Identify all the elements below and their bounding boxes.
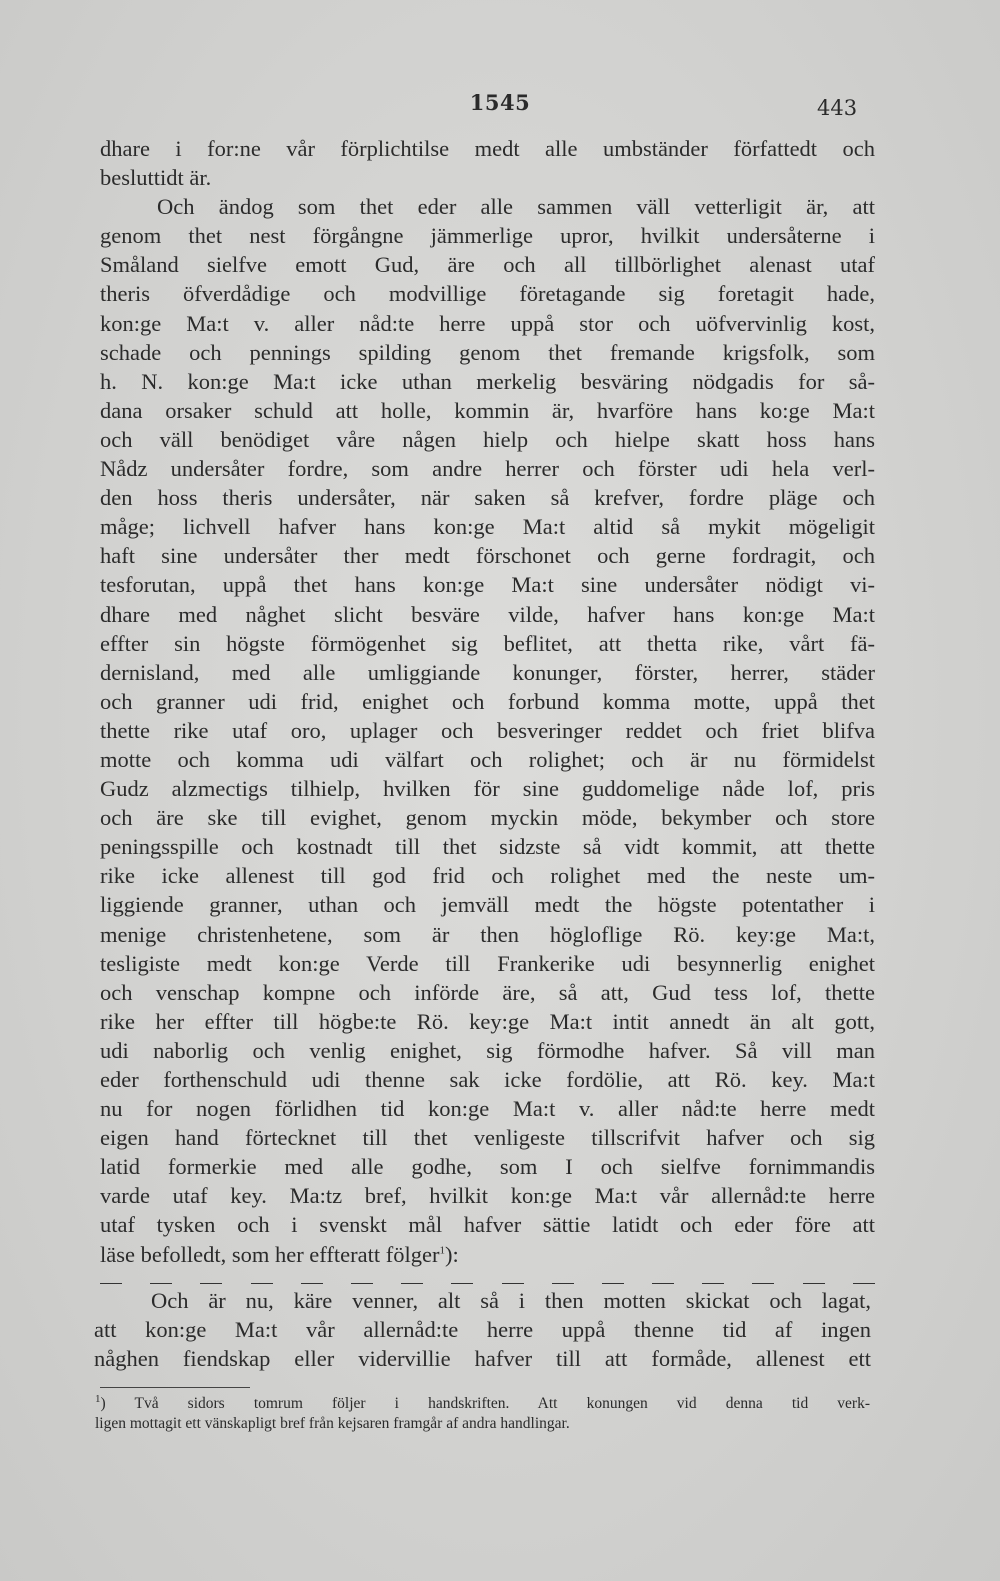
omission-dash (351, 1283, 373, 1284)
text-line: varde utaf key. Ma:tz bref, hvilkit kon:ge Ma:t vår allernåd:te herre (100, 1183, 875, 1209)
text-line: kon:ge Ma:t v. aller nåd:te herre uppå stor och uöfvervinlig kost, (100, 310, 875, 336)
text-line: effter sin högste förmögenhet sig beflitet, att thetta rike, vårt fä- (100, 630, 875, 656)
text-line: udi naborlig och venlig enighet, sig förmodhe hafver. Så vill man (100, 1037, 875, 1063)
omission-dash (502, 1283, 524, 1284)
text-line: rike her effter till högbe:te Rö. key:ge Ma:t intit annedt än alt gott, (100, 1008, 875, 1034)
text-line: Småland sielfve emott Gud, äre och all tillbörlighet alenast utaf (100, 252, 875, 278)
text-line: Och är nu, käre venner, alt så i then motten skickat och lagat, (151, 1288, 871, 1313)
text-line: och granner udi frid, enighet och forbund komma motte, uppå thet (100, 688, 875, 714)
text-line: och venschap kompne och införde äre, så att, Gud tess lof, thette (100, 979, 875, 1005)
text-line: tesligiste medt kon:ge Verde till Frankerike udi besynnerlig enighet (100, 950, 875, 976)
text-line: någhen fiendskap eller vidervillie hafver till att formåde, allenest ett (94, 1346, 871, 1372)
footnote-line (95, 1394, 870, 1414)
text-line: nu for nogen förlidhen tid kon:ge Ma:t v. aller nåd:te herre medt (100, 1096, 875, 1122)
omission-dash (150, 1283, 172, 1284)
text-line: thette rike utaf oro, uplager och besveringer reddet och friet blifva (100, 717, 875, 743)
omission-dash (100, 1283, 122, 1284)
text-line: utaf tysken och i svenskt mål hafver sättie latidt och eder före att (100, 1212, 875, 1238)
text-line: besluttidt är. (100, 165, 212, 191)
text-line: schade och pennings spilding genom thet fremande krigsfolk, som (100, 339, 875, 365)
text-line: latid formerkie med alle godhe, som I och sielfve fornimmandis (100, 1154, 875, 1180)
footnote-divider (100, 1387, 250, 1388)
text-line-with-footnote-ref (100, 1240, 875, 1269)
text-line: dana orsaker schuld att holle, kommin är, hvarföre hans ko:ge Ma:t (100, 397, 875, 423)
text-line: genom thet nest förgångne jämmerlige upror, hvilkit undersåterne i (100, 223, 875, 249)
omission-dash (602, 1283, 624, 1284)
omission-dash (552, 1283, 574, 1284)
omission-dash (853, 1283, 875, 1284)
text-line: menige christenhetene, som är then högloflige Rö. key:ge Ma:t, (100, 921, 875, 947)
text-line: och väll benödiget våre någen hielp och hielpe skatt hoss hans (100, 426, 875, 452)
text-line-content: läse befolledt, som her effteratt fölger (100, 1241, 440, 1267)
omission-dash (251, 1283, 273, 1284)
running-head-year: 1545 (469, 90, 531, 115)
text-line: liggiende granner, uthan och jemväll medt the högste potentather i (100, 892, 875, 918)
text-line: Gudz alzmectigs tilhielp, hvilken för sine guddomelige nåde lof, pris (100, 776, 875, 802)
footnote-line: ligen mottagit ett vänskapligt bref från kejsaren framgår af andra handlingar. (95, 1415, 570, 1432)
text-line: eder forthenschuld udi thenne sak icke fordölie, att Rö. key. Ma:t (100, 1067, 875, 1092)
text-line: h. N. kon:ge Ma:t icke uthan merkelig besväring nödgadis for så- (100, 368, 875, 394)
text-line: dhare med någhet slicht besväre vilde, hafver hans kon:ge Ma:t (100, 601, 875, 627)
omission-dash (652, 1283, 674, 1284)
footnote-reference-close: ): (444, 1241, 459, 1267)
footnote-block (95, 1394, 870, 1434)
text-line: Nådz undersåter fordre, som andre herrer och förster udi hela verl- (100, 456, 875, 482)
page-number: 443 (817, 96, 858, 120)
omission-dash (451, 1283, 473, 1284)
text-line: peningsspille och kostnadt till thet sidzste så vidt kommit, att thette (100, 834, 875, 860)
text-line: Och ändog som thet eder alle sammen väll vetterligit är, att (157, 194, 875, 220)
text-line: dernisland, med alle umliggiande konunger, förster, herrer, städer (100, 659, 875, 685)
footnote-reference: 1 (439, 1244, 445, 1257)
omission-dash (301, 1283, 323, 1284)
text-line: haft sine undersåter ther medt förschonet och gerne fordragit, och (100, 543, 875, 569)
text-line: och äre ske till evighet, genom myckin möde, bekymber och store (100, 805, 875, 831)
text-line: eigen hand förtecknet till thet venligeste tillscrifvit hafver och sig (100, 1125, 875, 1151)
omission-dash (702, 1283, 724, 1284)
main-text-block (100, 134, 875, 1298)
omission-dash (803, 1283, 825, 1284)
footnote-marker: 1 (95, 1392, 101, 1405)
text-line: dhare i for:ne vår förplichtilse medt alle umbständer författedt och (100, 136, 875, 161)
text-line: tesforutan, uppå thet hans kon:ge Ma:t sine undersåter nödigt vi- (100, 572, 875, 598)
continuation-text-block (94, 1286, 871, 1373)
text-line: måge; lichvell hafver hans kon:ge Ma:t altid så mykit mögeligit (100, 514, 875, 540)
text-line: theris öfverdådige och modvillige företagande sig foretagit hade, (100, 281, 875, 307)
omission-dash (752, 1283, 774, 1284)
footnote-text: ) Två sidors tomrum följer i handskriften. Att konungen vid denna tid verk- (100, 1395, 870, 1412)
text-line: den hoss theris undersåter, när saken så krefver, fordre pläge och (100, 485, 875, 511)
omission-dash (401, 1283, 423, 1284)
text-line: motte och komma udi välfart och rolighet; och är nu förmidelst (100, 746, 875, 772)
text-line: att kon:ge Ma:t vår allernåd:te herre uppå thenne tid af ingen (94, 1317, 871, 1343)
text-line: rike icke allenest till god frid och rolighet med the neste um- (100, 863, 875, 889)
omission-dash (200, 1283, 222, 1284)
